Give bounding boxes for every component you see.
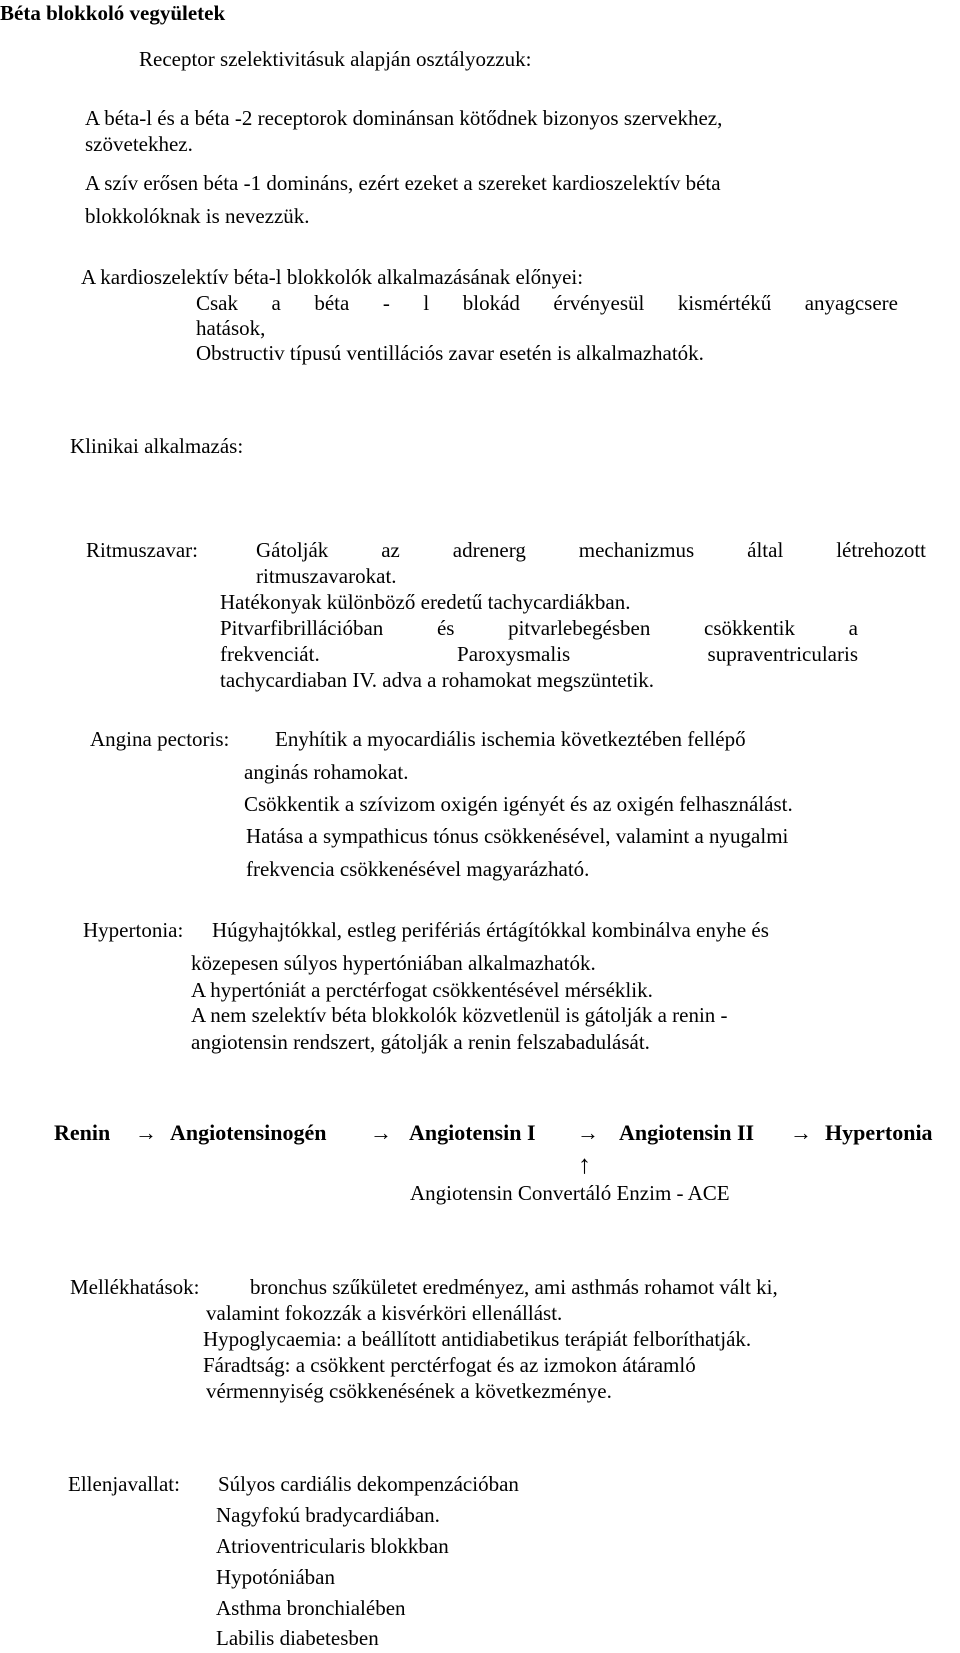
angina-line-2: anginás rohamokat. xyxy=(244,760,409,784)
page-title: Béta blokkoló vegyületek xyxy=(0,1,226,25)
angina-line-4: Hatása a sympathicus tónus csökkenésével, valamint a nyugalmi xyxy=(246,824,789,848)
advantages-heading: A kardioszelektív béta-l blokkolók alkalmazásának előnyei: xyxy=(81,265,584,289)
angina-label: Angina pectoris: xyxy=(90,727,230,751)
receptor-line-2: szövetekhez. xyxy=(85,132,193,156)
rhythm-line-1: Gátolják az adrenerg mechanizmus által létrehozott xyxy=(256,538,926,562)
pathway-up-arrow: ↑ xyxy=(578,1150,591,1179)
pathway-renin: Renin xyxy=(54,1120,111,1145)
pathway-angiotensinogen: Angiotensinogén xyxy=(170,1120,327,1145)
rhythm-line-4: Pitvarfibrillációban és pitvarlebegésben csökkentik a xyxy=(220,616,858,640)
hypertonia-line-3: A hypertóniát a perctérfogat csökkentésével mérséklik. xyxy=(191,978,653,1002)
rhythm-line-2: ritmuszavarokat. xyxy=(256,564,397,588)
contraindication-item: Nagyfokú bradycardiában. xyxy=(216,1503,440,1527)
intro-text: Receptor szelektivitásuk alapján osztályozzuk: xyxy=(139,47,532,71)
contraindications-label: Ellenjavallat: xyxy=(68,1472,180,1496)
clinical-heading: Klinikai alkalmazás: xyxy=(70,434,244,458)
advantage-item-1: Csak a béta - l blokád érvényesül kismértékű anyagcsere xyxy=(196,291,898,315)
side-effects-line-1: bronchus szűkületet eredményez, ami asthmás rohamot vált ki, xyxy=(250,1275,778,1299)
advantage-item-2: Obstructiv típusú ventillációs zavar esetén is alkalmazhatók. xyxy=(196,341,704,365)
advantage-item-1-cont: hatások, xyxy=(196,316,266,340)
rhythm-line-6: tachycardiaban IV. adva a rohamokat megszüntetik. xyxy=(220,668,655,692)
side-effects-line-2: valamint fokozzák a kisvérköri ellenállást. xyxy=(206,1301,563,1325)
hypertonia-label: Hypertonia: xyxy=(83,918,184,942)
contraindication-item: Atrioventricularis blokkban xyxy=(216,1534,449,1558)
pathway-hypertonia: Hypertonia xyxy=(825,1120,933,1145)
angina-line-1: Enyhítik a myocardiális ischemia következtében fellépő xyxy=(275,727,746,751)
contraindication-item: Súlyos cardiális dekompenzációban xyxy=(218,1472,519,1496)
side-effects-line-3: Hypoglycaemia: a beállított antidiabetikus terápiát felboríthatják. xyxy=(203,1327,752,1351)
pathway-enzyme: Angiotensin Convertáló Enzim - ACE xyxy=(410,1181,730,1205)
rhythm-label: Ritmuszavar: xyxy=(86,538,198,562)
side-effects-line-4: Fáradtság: a csökkent perctérfogat és az izmokon átáramló xyxy=(203,1353,696,1377)
receptor-line-4: blokkolóknak is nevezzük. xyxy=(85,204,310,228)
pathway-arrow-2: → xyxy=(370,1120,392,1145)
hypertonia-line-2: közepesen súlyos hypertóniában alkalmazhatók. xyxy=(191,951,596,975)
angina-line-5: frekvencia csökkenésével magyarázható. xyxy=(246,857,590,881)
hypertonia-line-1: Húgyhajtókkal, estleg perifériás értágítókkal kombinálva enyhe és xyxy=(212,918,769,942)
pathway-angiotensin-2: Angiotensin II xyxy=(619,1120,755,1145)
receptor-line-1: A béta-l és a béta -2 receptorok dominánsan kötődnek bizonyos szervekhez, xyxy=(85,106,723,130)
contraindication-item: Labilis diabetesben xyxy=(216,1626,379,1650)
pathway-arrow-3: → xyxy=(577,1120,599,1145)
pathway-angiotensin-1: Angiotensin I xyxy=(409,1120,536,1145)
side-effects-line-5: vérmennyiség csökkenésének a következménye. xyxy=(206,1379,612,1403)
pathway-arrow-4: → xyxy=(790,1120,812,1145)
rhythm-line-5: frekvenciát. Paroxysmalis supraventricularis xyxy=(220,642,858,666)
pathway-arrow-1: → xyxy=(135,1120,157,1145)
rhythm-line-3: Hatékonyak különböző eredetű tachycardiákban. xyxy=(220,590,631,614)
receptor-line-3: A szív erősen béta -1 domináns, ezért ezeket a szereket kardioszelektív béta xyxy=(85,171,721,195)
hypertonia-line-5: angiotensin rendszert, gátolják a renin felszabadulását. xyxy=(191,1030,650,1054)
contraindication-item: Hypotóniában xyxy=(216,1565,335,1589)
angina-line-3: Csökkentik a szívizom oxigén igényét és az oxigén felhasználást. xyxy=(244,792,793,816)
hypertonia-line-4: A nem szelektív béta blokkolók közvetlenül is gátolják a renin - xyxy=(191,1003,728,1027)
contraindication-item: Asthma bronchialében xyxy=(216,1596,406,1620)
side-effects-label: Mellékhatások: xyxy=(70,1275,200,1299)
